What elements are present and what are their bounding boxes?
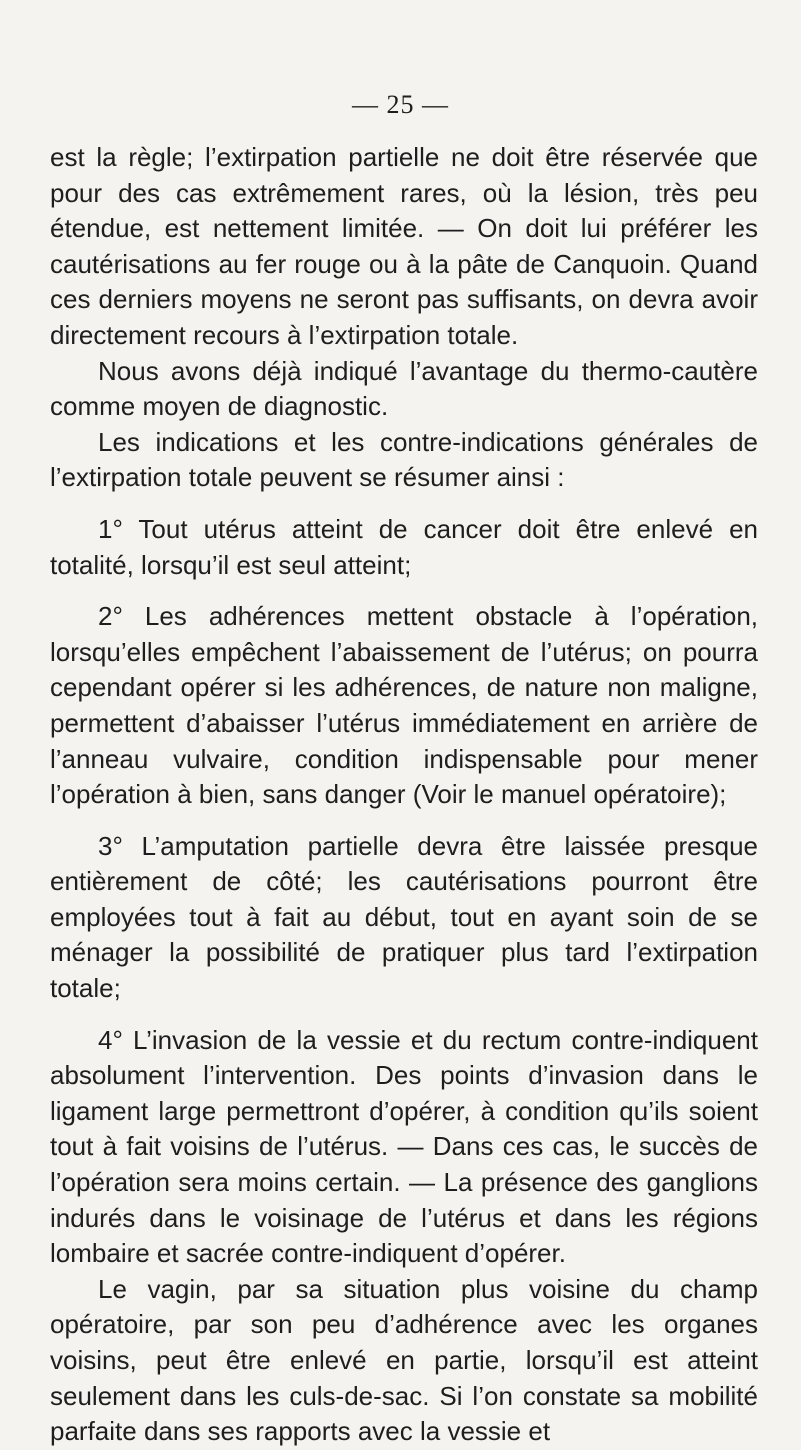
- list-item-3: 3° L’amputation partielle devra être laissée presque entièrement de côté; les cautérisations pourront être employées tout à fait au début, tout en ayant soin de se ménager la possibilité de pratiquer plus tard l’extirpation totale;: [50, 830, 758, 1004]
- paragraph-indications: Les indications et les contre-indications générales de l’extirpation totale peuvent se résumer ainsi :: [50, 426, 758, 493]
- paragraph-continuation: est la règle; l’extirpation partielle ne doit être réservée que pour des cas extrêmement rares, où la lésion, très peu étendue, est nettement limitée. — On doit lui préférer les cautérisations au fer rouge ou à la pâte de Canquoin. Quand ces derniers moyens ne seront pas suffisants, on devra avoir directement recours à l’extirpation totale.: [50, 142, 758, 350]
- page-number: — 25 —: [352, 90, 449, 119]
- list-item-4: 4° L’invasion de la vessie et du rectum contre-indiquent absolument l’intervention. Des points d’invasion dans le ligament large permettront d’opérer, à condition qu’ils soient tout à fait voisins de l’utérus. — Dans ces cas, le succès de l’opération sera moins certain. — La présence des ganglions indurés dans le voisinage de l’utérus et dans les régions lombaire et sacrée contre-indiquent d’opérer.: [50, 1024, 758, 1269]
- body-text: [50, 140, 758, 1450]
- list-item-2: 2° Les adhérences mettent obstacle à l’opération, lorsqu’elles empêchent l’abaissement de l’utérus; on pourra cependant opérer si les adhérences, de nature non maligne, permettent d’abaisser l’utérus immédiatement en arrière de l’anneau vulvaire, condition indispensable pour mener l’opération à bien, sans danger (Voir le manuel opératoire);: [50, 601, 758, 810]
- list-item-1: 1° Tout utérus atteint de cancer doit être enlevé en totalité, lorsqu’il est seul atteint;: [50, 513, 758, 580]
- paragraph-thermo-cautere: Nous avons déjà indiqué l’avantage du thermo-cautère comme moyen de diagnostic.: [50, 355, 758, 422]
- paragraph-vagin: Le vagin, par sa situation plus voisine du champ opératoire, par son peu d’adhérence avec les organes voisins, peut être enlevé en partie, lorsqu’il est atteint seulement dans les culs-de-sac. Si l’on constate sa mobilité parfaite dans ses rapports avec la vessie et: [50, 1273, 758, 1447]
